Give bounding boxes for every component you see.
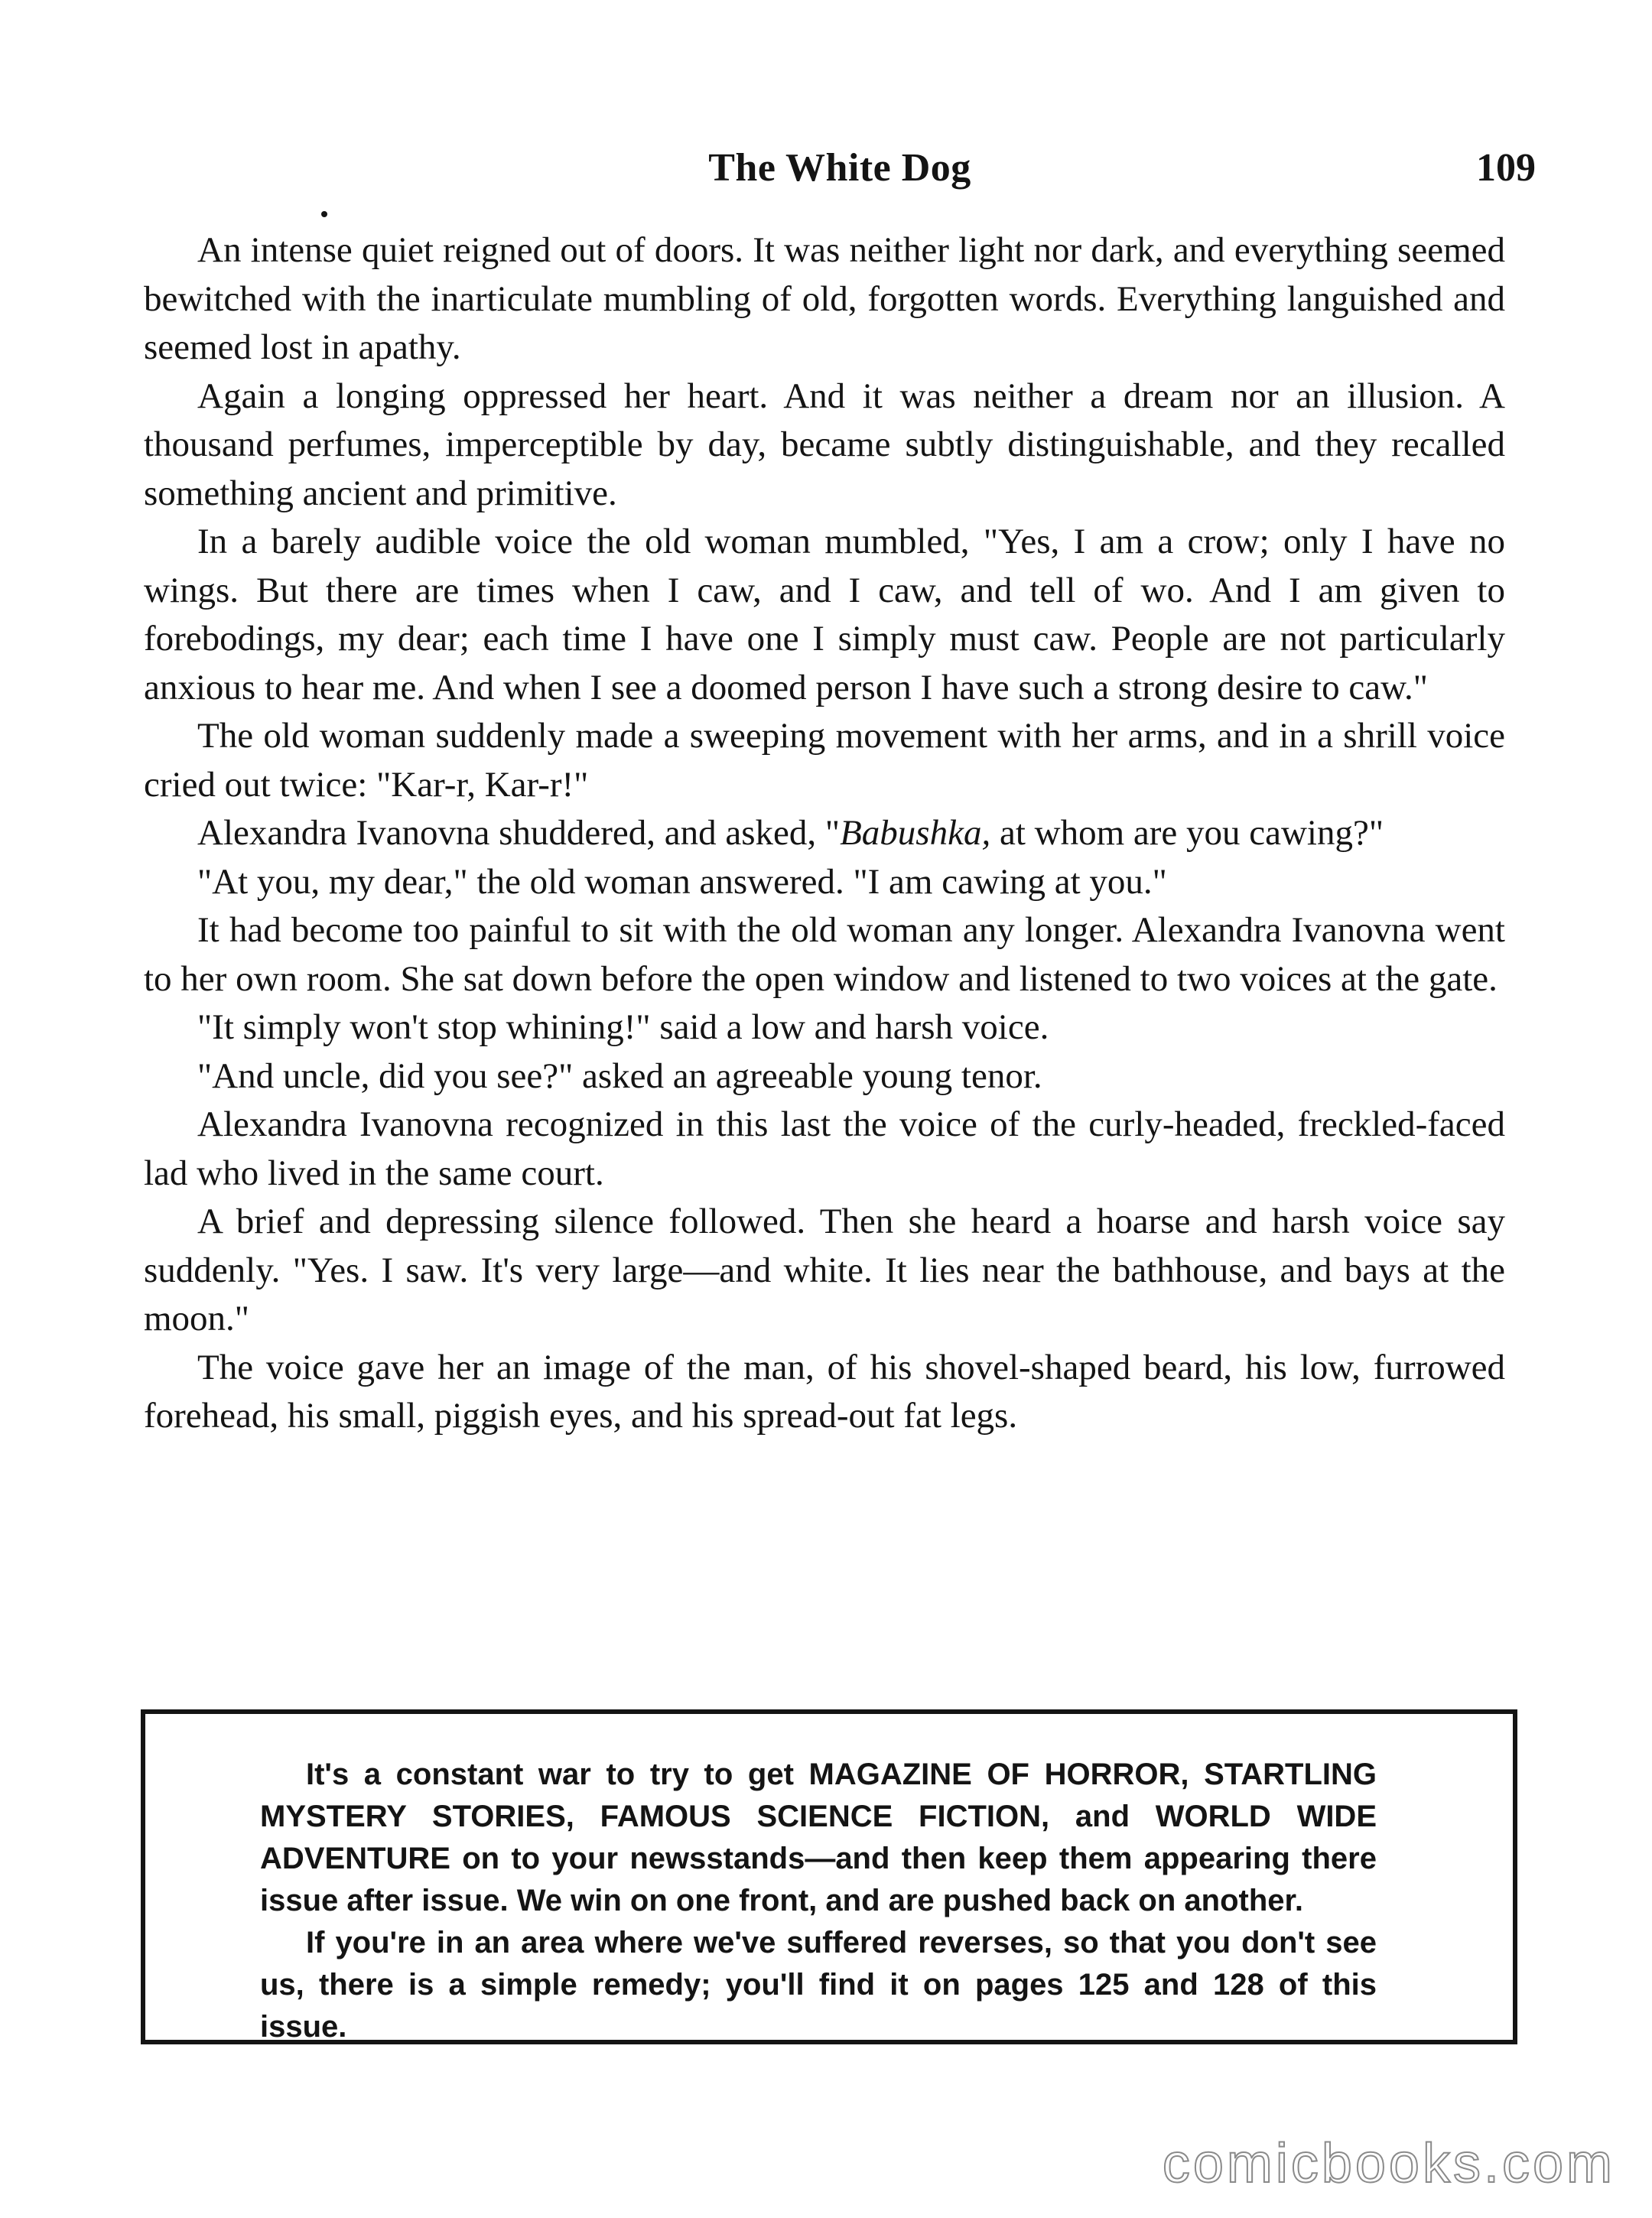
page-number: 109 (1476, 146, 1536, 190)
story-paragraph: Alexandra Ivanovna recognized in this last the voice of the curly-headed, freckled-faced lad who lived in the same court. (144, 1104, 1505, 1193)
publisher-notice-box (141, 1709, 1517, 2044)
notice-paragraph: It's a constant war to try to get MAGAZINE OF HORROR, STARTLING MYSTERY STORIES, FAMOUS SCIENCE FICTION, and WORLD WIDE ADVENTURE on to your newsstands—and then keep them appearing there issue after issue. We win on one front, and are pushed back on another. (260, 1758, 1377, 1917)
notice-paragraph: If you're in an area where we've suffered reverses, so that you don't see us, there is a simple remedy; you'll find it on pages 125 and 128 of this issue. (260, 1926, 1377, 2044)
story-paragraph: "And uncle, did you see?" asked an agreeable young tenor. (197, 1055, 1042, 1096)
publisher-notice-text (260, 1754, 1377, 2048)
running-title: The White Dog (708, 146, 971, 190)
print-speck (321, 211, 327, 217)
story-paragraph: The old woman suddenly made a sweeping movement with her arms, and in a shrill voice cried out twice: "Kar-r, Kar-r!" (144, 716, 1505, 805)
story-paragraph: It had become too painful to sit with the old woman any longer. Alexandra Ivanovna went to her own room. She sat down before the open window and listened to two voices at the gate. (144, 910, 1505, 999)
site-watermark: comicbooks.com (1162, 2133, 1615, 2194)
babushka-italic: Babushka, (840, 813, 991, 853)
babushka-text-after: at whom are you cawing?" (990, 813, 1384, 853)
story-paragraph: "At you, my dear," the old woman answered. "I am cawing at you." (197, 861, 1167, 902)
babushka-text-before: Alexandra Ivanovna shuddered, and asked, " (197, 813, 841, 853)
story-paragraph: The voice gave her an image of the man, of his shovel-shaped beard, his low, furrowed forehead, his small, piggish eyes, and his spread-out fat legs. (144, 1347, 1505, 1436)
story-paragraph: "It simply won't stop whining!" said a low and harsh voice. (197, 1007, 1049, 1047)
story-paragraph: Again a longing oppressed her heart. And it was neither a dream nor an illusion. A thousand perfumes, imperceptible by day, became subtly distinguishable, and they recalled something ancient and primitive. (144, 376, 1505, 513)
story-text (144, 226, 1505, 1441)
story-paragraph-babushka (144, 809, 1505, 858)
story-paragraph: An intense quiet reigned out of doors. It was neither light nor dark, and everything seemed bewitched with the inarticulate mumbling of old, forgotten words. Everything languished and seemed lost in apathy. (144, 230, 1505, 367)
running-head (144, 145, 1536, 199)
story-paragraph: In a barely audible voice the old woman mumbled, "Yes, I am a crow; only I have no wings. But there are times when I caw, and I caw, and tell of wo. And I am given to forebodings, my dear; each time I have one I simply must caw. People are not particularly anxious to hear me. And when I see a doomed person I have such a strong desire to caw." (144, 522, 1505, 707)
story-paragraph: A brief and depressing silence followed. Then she heard a hoarse and harsh voice say suddenly. "Yes. I saw. It's very large—and white. It lies near the bathhouse, and bays at the moon." (144, 1202, 1505, 1338)
